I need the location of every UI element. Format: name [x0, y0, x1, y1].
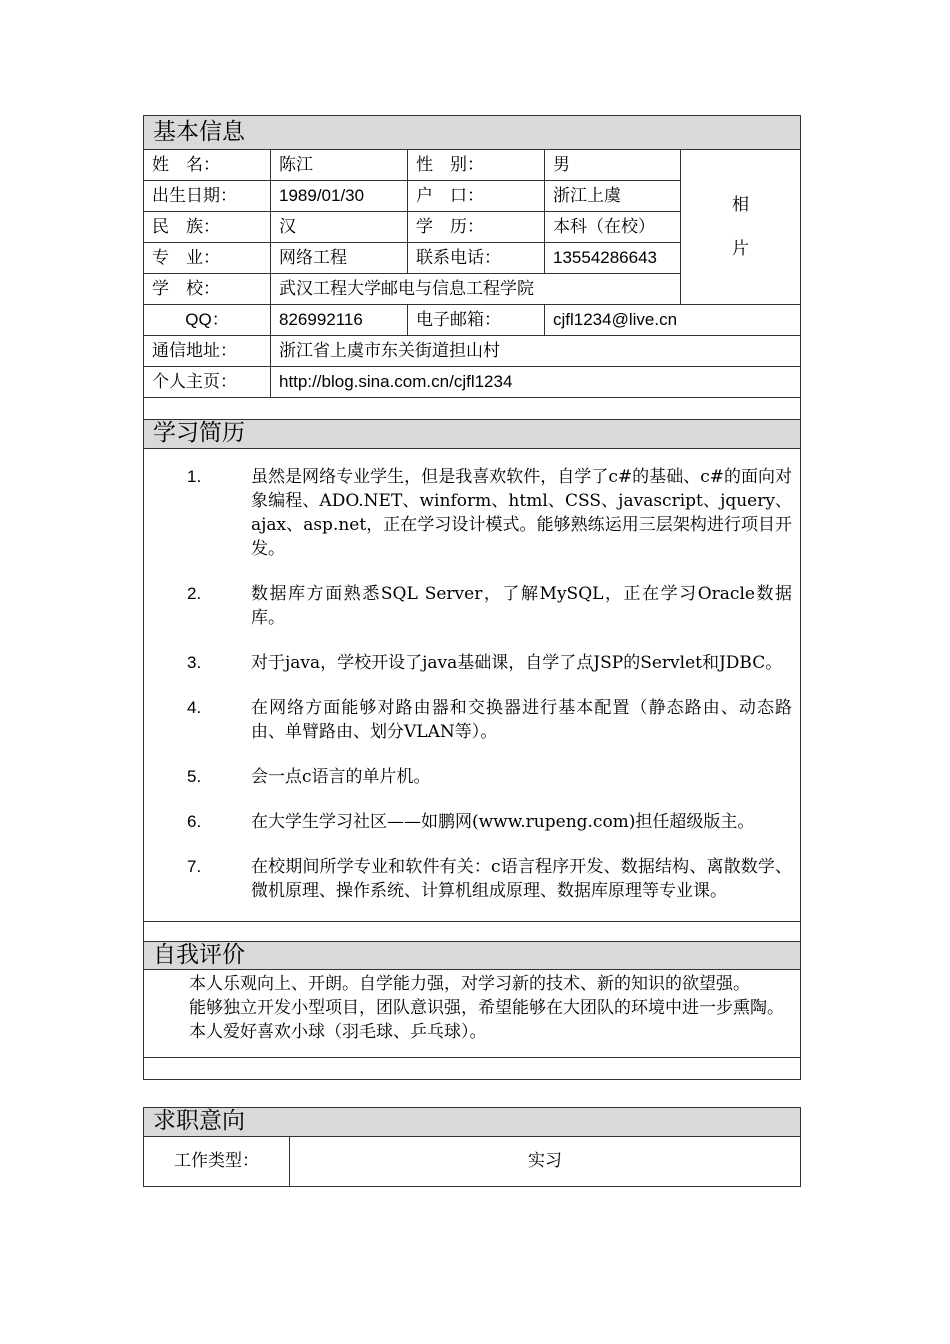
item-number: 5.: [187, 766, 202, 786]
list-item: [152, 696, 792, 744]
school-value: 武汉工程大学邮电与信息工程学院: [271, 274, 681, 305]
birth-value: 1989/01/30: [271, 181, 408, 212]
school-label: 学 校：: [144, 274, 271, 305]
item-number: 3.: [187, 652, 202, 672]
hukou-label: 户 口：: [408, 181, 545, 212]
study-list: [144, 448, 801, 921]
ethnic-value: 汉: [271, 212, 408, 243]
spacer-row: [144, 921, 801, 941]
major-value: 网络工程: [271, 243, 408, 274]
item-text: 对于java，学校开设了java基础课，自学了点JSP的Servlet和JDBC。: [251, 652, 783, 673]
phone-value: 13554286643: [545, 243, 681, 274]
item-number: 4.: [187, 697, 202, 717]
item-text: 会一点c语言的单片机。: [251, 766, 431, 787]
list-item: [152, 765, 792, 789]
email-label: 电子邮箱：: [408, 305, 545, 336]
email-value: cjfl1234@live.cn: [545, 305, 801, 336]
gender-label: 性 别：: [408, 150, 545, 181]
photo-placeholder: [681, 150, 801, 305]
ethnic-label: 民 族：: [144, 212, 271, 243]
list-item: [152, 651, 792, 675]
item-number: 1.: [187, 466, 202, 486]
self-eval-paragraph: 本人爱好喜欢小球（羽毛球、乒乓球）。: [189, 1022, 487, 1043]
spacer-row: [144, 1058, 801, 1080]
job-type-label: 工作类型：: [144, 1136, 290, 1186]
item-text: 在网络方面能够对路由器和交换器进行基本配置（静态路由、动态路由、单臂路由、划分VLAN等）。: [251, 697, 793, 742]
job-heading: 求职意向: [144, 1108, 801, 1137]
birth-label: 出生日期：: [144, 181, 271, 212]
major-label: 专 业：: [144, 243, 271, 274]
study-heading: 学习简历: [144, 420, 801, 449]
list-item: [152, 465, 792, 561]
item-number: 6.: [187, 811, 202, 831]
qq-value: 826992116: [271, 305, 408, 336]
homepage-label: 个人主页：: [144, 367, 271, 398]
item-text: 在大学生学习社区——如鹏网(www.rupeng.com)担任超级版主。: [251, 811, 755, 832]
list-item: [152, 810, 792, 834]
spacer-row: [144, 398, 801, 420]
address-value: 浙江省上虞市东关街道担山村: [271, 336, 801, 367]
name-value: 陈江: [271, 150, 408, 181]
hukou-value: 浙江上虞: [545, 181, 681, 212]
qq-label: QQ：: [144, 305, 271, 336]
item-text: 在校期间所学专业和软件有关：c语言程序开发、数据结构、离散数学、微机原理、操作系统、计算机组成原理、数据库原理等专业课。: [251, 856, 793, 901]
job-intent-table: [143, 1107, 801, 1187]
resume-table: [143, 115, 801, 1080]
phone-label: 联系电话：: [408, 243, 545, 274]
photo-text-2: 片: [732, 239, 750, 259]
self-eval-body: [144, 970, 801, 1058]
item-number: 7.: [187, 856, 202, 876]
gender-value: 男: [545, 150, 681, 181]
list-item: [152, 582, 792, 630]
item-text: 虽然是网络专业学生，但是我喜欢软件，自学了c#的基础、c#的面向对象编程、ADO.NET、winform、html、CSS、javascript、jquery、ajax、asp.net，正在学习设计模式。能够熟练运用三层架构进行项目开发。: [251, 466, 793, 559]
item-number: 2.: [187, 583, 202, 603]
photo-text-1: 相: [732, 195, 750, 215]
self-eval-paragraph: 本人乐观向上、开朗。自学能力强，对学习新的技术、新的知识的欲望强。: [189, 974, 750, 995]
address-label: 通信地址：: [144, 336, 271, 367]
job-type-value: 实习: [290, 1136, 801, 1186]
item-text: 数据库方面熟悉SQL Server，了解MySQL，正在学习Oracle数据库。: [251, 583, 793, 628]
list-item: [152, 855, 792, 903]
basic-info-heading: 基本信息: [144, 116, 801, 150]
homepage-value: http://blog.sina.com.cn/cjfl1234: [271, 367, 801, 398]
name-label: 姓 名：: [144, 150, 271, 181]
edu-value: 本科（在校）: [545, 212, 681, 243]
self-eval-paragraph: 能够独立开发小型项目，团队意识强，希望能够在大团队的环境中进一步熏陶。: [189, 998, 784, 1019]
edu-label: 学 历：: [408, 212, 545, 243]
self-eval-heading: 自我评价: [144, 941, 801, 970]
